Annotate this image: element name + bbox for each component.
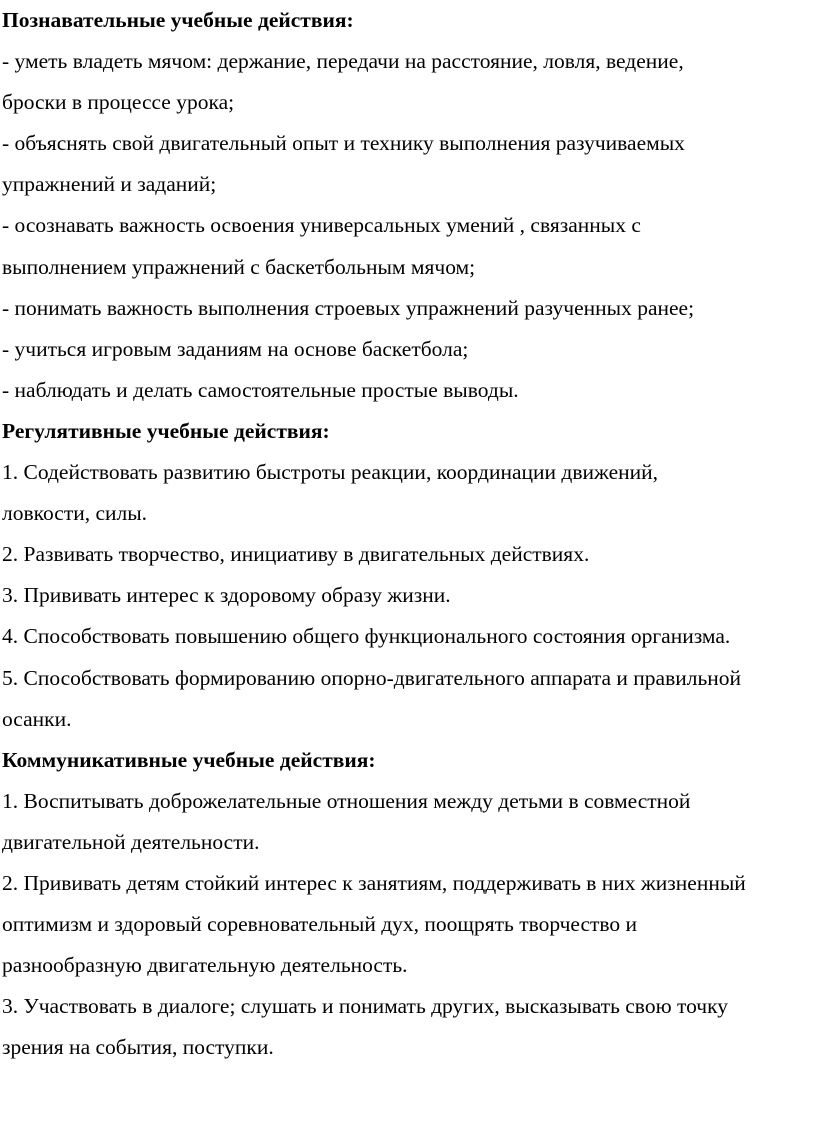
communicative-line: 2. Прививать детям стойкий интерес к занятиям, поддерживать в них жизненный [2, 870, 746, 895]
communicative-line: зрения на события, поступки. [2, 1035, 274, 1060]
communicative-line: 1. Воспитывать доброжелательные отношения между детьми в совместной [2, 788, 691, 813]
cognitive-line: броски в процессе урока; [2, 90, 235, 115]
regulatory-line: 5. Способствовать формированию опорно-двигательного аппарата и правильной [2, 665, 742, 690]
cognitive-line: - объяснять свой двигательный опыт и технику выполнения разучиваемых [2, 131, 685, 156]
section-heading-regulatory: Регулятивные учебные действия: [2, 418, 330, 443]
communicative-line: оптимизм и здоровый соревновательный дух, поощрять творчество и [2, 912, 638, 937]
cognitive-line: - уметь владеть мячом: держание, передачи на расстояние, ловля, ведение, [2, 49, 684, 74]
regulatory-line: 1. Содействовать развитию быстроты реакции, координации движений, [2, 460, 659, 485]
cognitive-line: - осознавать важность освоения универсальных умений , связанных с [2, 213, 641, 238]
regulatory-line: 2. Развивать творчество, инициативу в двигательных действиях. [2, 542, 590, 567]
document-body [2, 0, 814, 1068]
regulatory-line: осанки. [2, 706, 72, 731]
regulatory-line: 3. Прививать интерес к здоровому образу жизни. [2, 583, 451, 608]
cognitive-line: упражнений и заданий; [2, 172, 217, 197]
cognitive-line: - учиться игровым заданиям на основе баскетбола; [2, 336, 469, 361]
regulatory-line: ловкости, силы. [2, 501, 148, 526]
cognitive-line: выполнением упражнений с баскетбольным мячом; [2, 254, 476, 279]
section-heading-cognitive: Познавательные учебные действия: [2, 8, 354, 32]
cognitive-line: - понимать важность выполнения строевых упражнений разученных ранее; [2, 295, 695, 320]
communicative-line: разнообразную двигательную деятельность. [2, 953, 408, 978]
section-heading-communicative: Коммуникативные учебные действия: [2, 747, 376, 772]
regulatory-line: 4. Способствовать повышению общего функционального состояния организма. [2, 624, 731, 649]
cognitive-line: - наблюдать и делать самостоятельные простые выводы. [2, 377, 519, 402]
communicative-line: 3. Участвовать в диалоге; слушать и понимать других, высказывать свою точку [2, 994, 729, 1019]
communicative-line: двигательной деятельности. [2, 829, 260, 854]
